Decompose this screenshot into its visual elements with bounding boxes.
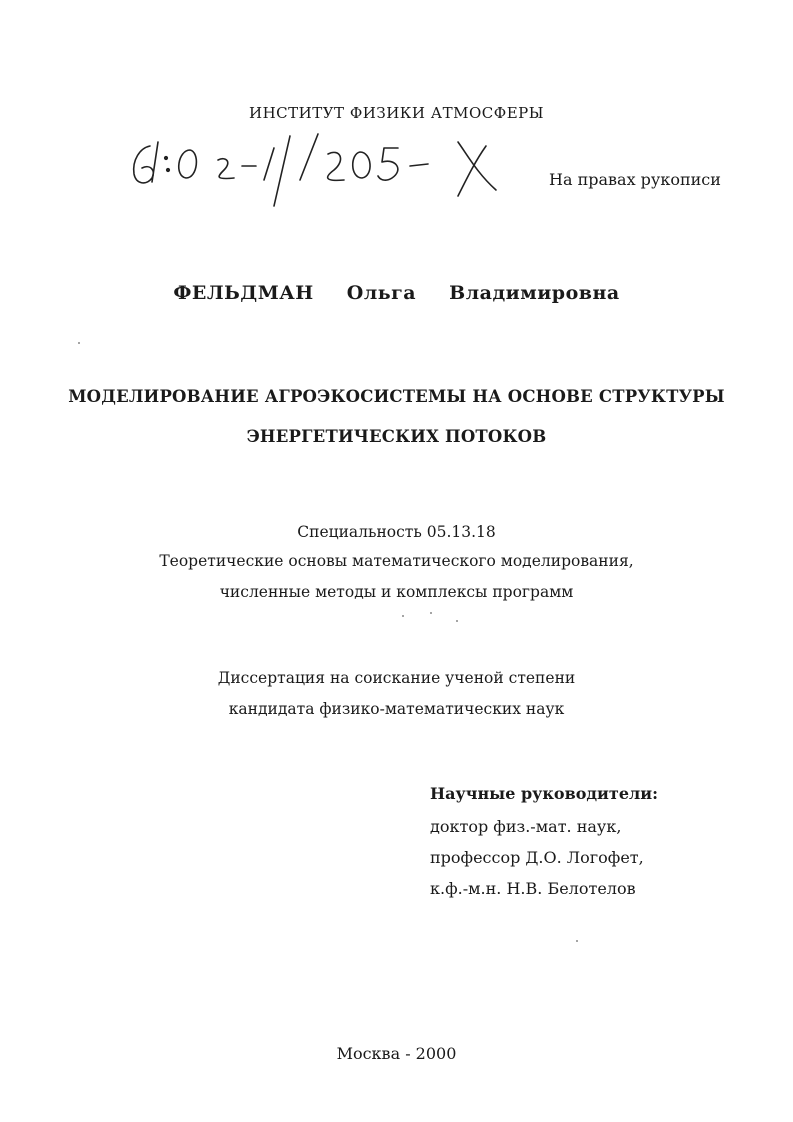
specialty-code: Специальность 05.13.18 <box>297 523 496 541</box>
handwritten-catalog-code <box>128 130 528 210</box>
dissertation-title-line-2: ЭНЕРГЕТИЧЕСКИХ ПОТОКОВ <box>246 427 547 446</box>
supervisor-2: к.ф.-м.н. Н.В. Белотелов <box>430 879 636 898</box>
supervisors-heading: Научные руководители: <box>430 784 659 803</box>
scan-speck <box>402 615 404 617</box>
degree-statement-line-1: Диссертация на соискание ученой степени <box>217 669 576 687</box>
manuscript-rights-note: На правах рукописи <box>549 170 721 189</box>
institute-name: ИНСТИТУТ ФИЗИКИ АТМОСФЕРЫ <box>248 104 544 122</box>
scan-speck <box>576 940 578 942</box>
supervisor-degree: доктор физ.-мат. наук, <box>430 817 622 836</box>
specialty-description-line-1: Теоретические основы математического моделирования, <box>159 552 634 570</box>
scan-speck <box>78 342 80 344</box>
dissertation-title-line-1: МОДЕЛИРОВАНИЕ АГРОЭКОСИСТЕМЫ НА ОСНОВЕ СТРУКТУРЫ <box>68 387 725 406</box>
degree-statement-line-2: кандидата физико-математических наук <box>228 700 565 718</box>
scan-speck <box>430 612 432 614</box>
scan-speck <box>456 620 458 622</box>
supervisor-1: профессор Д.О. Логофет, <box>430 848 644 867</box>
author-name: ФЕЛЬДМАН Ольга Владимировна <box>173 282 620 304</box>
specialty-description-line-2: численные методы и комплексы программ <box>219 583 574 601</box>
city-year: Москва - 2000 <box>336 1044 457 1063</box>
